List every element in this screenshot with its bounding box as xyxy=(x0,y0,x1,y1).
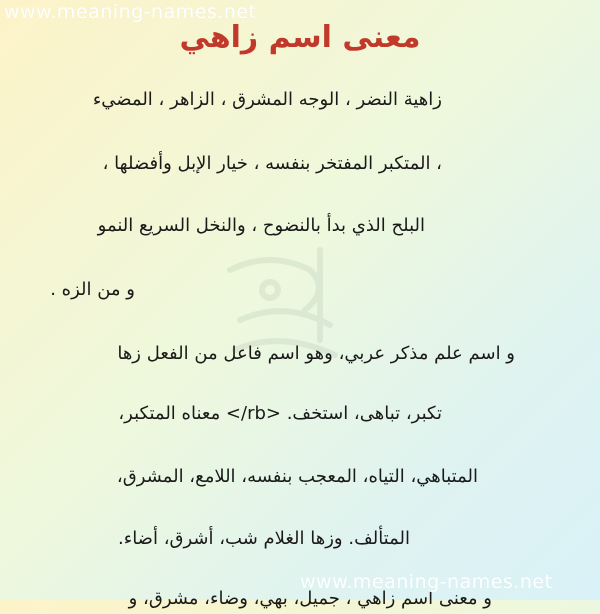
text-line: و معنى اسم زاهي ، جميل، بهي، وضاء، مشرق، و xyxy=(128,588,492,609)
text-line: و اسم علم مذكر عربي، وهو اسم فاعل من الفعل زها xyxy=(117,343,515,364)
text-line: زاهية النضر ، الوجه المشرق ، الزاهر ، المضيء xyxy=(92,89,442,110)
text-line: و من الزه . xyxy=(50,279,135,300)
watermark-bottom: www.meaning-names.net xyxy=(300,571,553,593)
text-line: البلح الذي بدأ بالنضوح ، والنخل السريع النمو xyxy=(97,215,425,236)
page-title: معنى اسم زاهي xyxy=(179,20,421,55)
text-line: المتألف. وزها الغلام شب، أشرق، أضاء. xyxy=(118,528,410,549)
watermark-top: www.meaning-names.net xyxy=(4,1,257,23)
text-line: المتباهي، التياه، المعجب بنفسه، اللامع، المشرق، xyxy=(116,466,478,487)
text-line: ، المتكبر المفتخر بنفسه ، خيار الإبل وأفضلها ، xyxy=(102,153,442,174)
text-line: تكبر، تباهى، استخف. <rb/> معناه المتكبر، xyxy=(118,403,442,424)
